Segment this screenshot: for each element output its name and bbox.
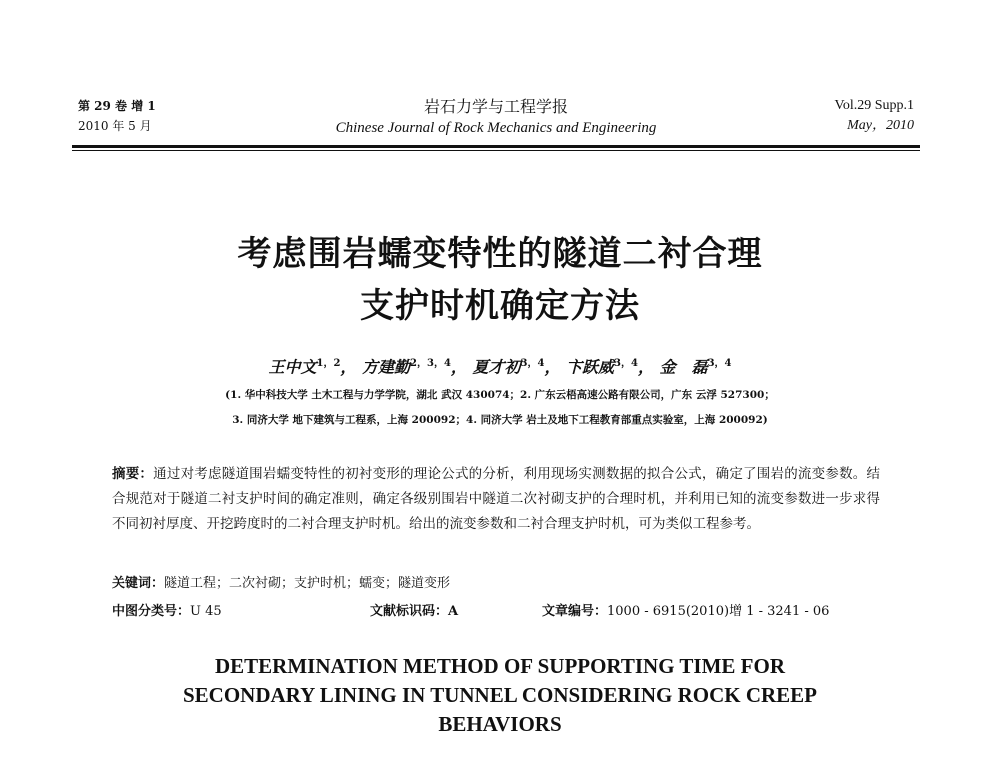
doc-label: 文献标识码： (370, 604, 449, 619)
abstract (112, 462, 880, 537)
paper-title (0, 228, 1000, 332)
english-title-line-1: DETERMINATION METHOD OF SUPPORTING TIME FOR (215, 654, 785, 678)
author-name: 卞跃威 (566, 357, 615, 377)
clc-label: 中图分类号： (112, 604, 191, 619)
article-number (542, 602, 829, 622)
author-separator: ， (544, 357, 561, 377)
author-separator: ， (450, 357, 467, 377)
affiliation-line-2: 3. 同济大学 地下建筑与工程系，上海 200092；4. 同济大学 岩土及地下工程教育部重点实验室，上海 200092) (232, 414, 768, 426)
header-rule-thin (72, 150, 920, 151)
author-affil-ref: 3，4 (707, 358, 732, 369)
issue-date-en: May，2010 (847, 118, 914, 133)
document-code (370, 602, 458, 622)
affiliation-line-1: (1. 华中科技大学 土木工程与力学学院，湖北 武汉 430074；2. 广东云梧高速公路有限公司，广东 云浮 527300； (225, 389, 775, 401)
keywords (112, 574, 450, 594)
author-affil-ref: 3，4 (520, 358, 545, 369)
abstract-label: 摘要： (112, 466, 154, 482)
article-value: 1000 - 6915(2010)增 1 - 3241 - 06 (607, 604, 830, 619)
english-title-line-3: BEHAVIORS (438, 712, 562, 736)
author-list (0, 354, 1000, 377)
keywords-label: 关键词： (112, 576, 165, 591)
abstract-text: 通过对考虑隧道围岩蠕变特性的初衬变形的理论公式的分析，利用现场实测数据的拟合公式，确定了围岩的流变参数。结合规范对于隧道二衬支护时间的确定准则，确定各级别围岩中隧道二次衬砌支护的合理时机，并利用已知的流变参数进一步求得不同初衬厚度、开挖跨度时的二衬合理支护时机。给出的流变参数和二衬合理支护时机，可为类似工程参考。 (112, 466, 881, 532)
journal-name-en: Chinese Journal of Rock Mechanics and Engineering (335, 120, 657, 136)
doc-value: A (448, 604, 459, 619)
keywords-text: 隧道工程；二次衬砌；支护时机；蠕变；隧道变形 (164, 576, 451, 591)
journal-name-cn: 岩石力学与工程学报 (423, 97, 568, 116)
author-name: 夏才初 (472, 357, 521, 377)
volume-supp: Vol.29 Supp.1 (834, 98, 914, 113)
author-affil-ref: 2，3，4 (410, 358, 451, 369)
journal-name (78, 96, 914, 138)
volume-info-en (835, 96, 914, 136)
author-separator: ， (637, 357, 654, 377)
title-line-2: 支护时机确定方法 (360, 286, 640, 326)
author-affil-ref: 1，2 (316, 358, 341, 369)
journal-header (78, 96, 914, 142)
clc-value: U 45 (190, 604, 222, 619)
article-label: 文章编号： (542, 604, 608, 619)
author-name: 金 磊 (659, 357, 708, 377)
author-affil-ref: 3，4 (614, 358, 638, 369)
author-separator: ， (340, 357, 357, 377)
header-rule-thick (72, 145, 920, 148)
author-name: 方建勤 (362, 357, 411, 377)
clc-number (112, 602, 222, 622)
english-title-line-2: SECONDARY LINING IN TUNNEL CONSIDERING ROCK CREEP (182, 683, 818, 707)
author-name: 王中文 (268, 357, 317, 377)
issue-date-cn: 2010 年 5 月 (78, 119, 152, 133)
volume-issue: 第 29 卷 增 1 (78, 99, 156, 113)
title-line-1: 考虑围岩蠕变特性的隧道二衬合理 (237, 234, 763, 274)
english-title (40, 652, 960, 739)
